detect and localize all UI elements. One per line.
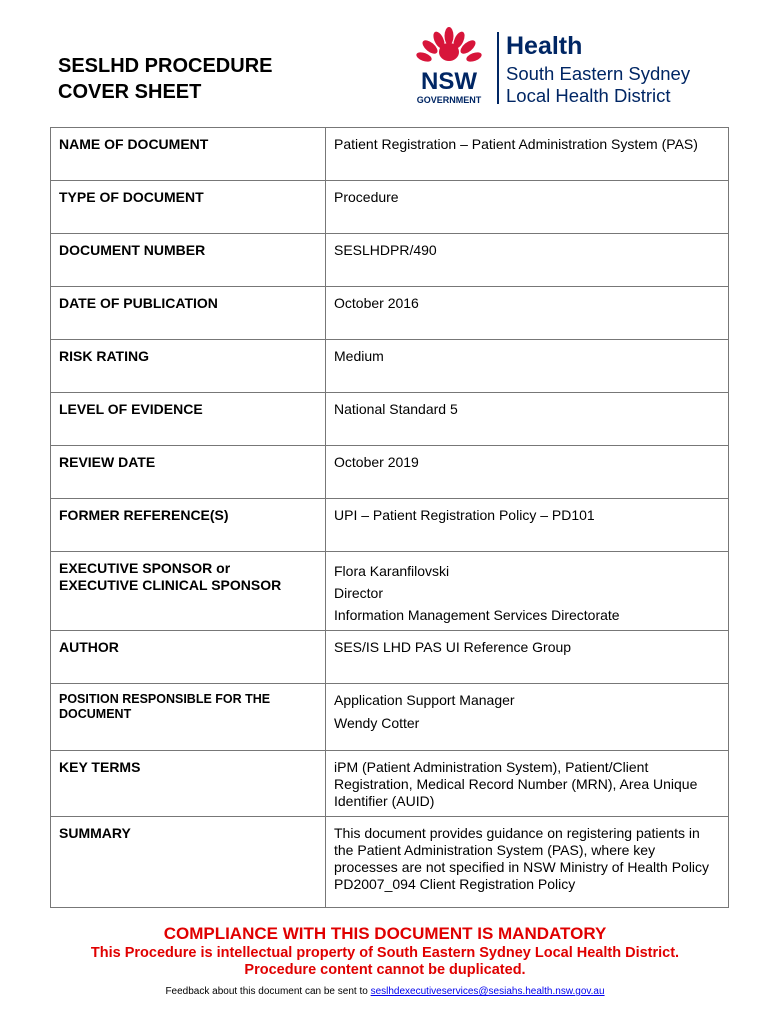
- row-value: Medium: [326, 340, 729, 393]
- table-row: [51, 340, 729, 393]
- logo-district-text: [506, 63, 690, 107]
- government-wordmark: GOVERNMENT: [416, 95, 482, 105]
- row-value: [326, 684, 729, 751]
- row-label: POSITION RESPONSIBLE FOR THE DOCUMENT: [51, 684, 326, 751]
- row-value: iPM (Patient Administration System), Patient/Client Registration, Medical Record Number (MRN), Area Unique Identifier (AUID): [326, 751, 729, 817]
- table-row: [51, 684, 729, 751]
- row-label: NAME OF DOCUMENT: [51, 128, 326, 181]
- compliance-notice: COMPLIANCE WITH THIS DOCUMENT IS MANDATORY: [163, 924, 607, 943]
- feedback-line: [0, 986, 770, 997]
- nsw-government-logo-icon: [408, 26, 490, 108]
- row-label: AUTHOR: [51, 631, 326, 684]
- row-label: SUMMARY: [51, 817, 326, 908]
- row-value: UPI – Patient Registration Policy – PD101: [326, 499, 729, 552]
- feedback-email-link[interactable]: seslhdexecutiveservices@sesiahs.health.nsw.gov.au: [370, 986, 605, 997]
- table-row: [51, 817, 729, 908]
- row-value-line: Wendy Cotter: [334, 715, 420, 731]
- row-value-line: Director: [334, 585, 384, 601]
- duplication-notice: Procedure content cannot be duplicated.: [244, 962, 526, 978]
- row-label: KEY TERMS: [51, 751, 326, 817]
- title-line-2: COVER SHEET: [58, 81, 202, 103]
- nsw-wordmark: NSW: [421, 68, 477, 95]
- row-label: [51, 552, 326, 631]
- row-value: October 2019: [326, 446, 729, 499]
- row-value: [326, 552, 729, 631]
- table-row: [51, 751, 729, 817]
- table-row: [51, 499, 729, 552]
- row-label: DOCUMENT NUMBER: [51, 234, 326, 287]
- row-label: TYPE OF DOCUMENT: [51, 181, 326, 234]
- logo-district-line-1: South Eastern Sydney: [506, 63, 691, 84]
- row-label-line: EXECUTIVE SPONSOR or: [59, 560, 231, 576]
- table-row: [51, 446, 729, 499]
- table-row: [51, 234, 729, 287]
- row-value-line: Application Support Manager: [334, 692, 515, 708]
- page-title: [58, 53, 272, 105]
- row-value-line: Information Management Services Directorate: [334, 607, 620, 623]
- table-row: [51, 128, 729, 181]
- row-value: Procedure: [326, 181, 729, 234]
- row-value: SES/IS LHD PAS UI Reference Group: [326, 631, 729, 684]
- row-label: LEVEL OF EVIDENCE: [51, 393, 326, 446]
- row-label: REVIEW DATE: [51, 446, 326, 499]
- row-value: This document provides guidance on registering patients in the Patient Administration System (PAS), where key processes are not specified in NSW Ministry of Health Policy PD2007_094 Client Registration Policy: [326, 817, 729, 908]
- row-label: RISK RATING: [51, 340, 326, 393]
- row-value: SESLHDPR/490: [326, 234, 729, 287]
- title-line-1: SESLHD PROCEDURE: [58, 55, 273, 77]
- table-row: [51, 631, 729, 684]
- row-label: DATE OF PUBLICATION: [51, 287, 326, 340]
- row-label: FORMER REFERENCE(S): [51, 499, 326, 552]
- table-row: [51, 552, 729, 631]
- row-value: Patient Registration – Patient Administration System (PAS): [326, 128, 729, 181]
- row-value: October 2016: [326, 287, 729, 340]
- logo-health-text: Health: [506, 32, 583, 60]
- feedback-text: Feedback about this document can be sent to: [165, 986, 368, 997]
- table-row: [51, 287, 729, 340]
- nsw-health-logo: [408, 26, 728, 108]
- logo-divider: [497, 32, 499, 104]
- table-row: [51, 393, 729, 446]
- intellectual-property-notice: This Procedure is intellectual property of South Eastern Sydney Local Health District.: [90, 945, 680, 961]
- cover-sheet-table: [50, 127, 729, 908]
- waratah-icon: [415, 27, 483, 63]
- row-value-line: Flora Karanfilovski: [334, 563, 450, 579]
- row-label-line: EXECUTIVE CLINICAL SPONSOR: [59, 577, 282, 593]
- row-value: National Standard 5: [326, 393, 729, 446]
- logo-district-line-2: Local Health District: [506, 85, 671, 106]
- table-row: [51, 181, 729, 234]
